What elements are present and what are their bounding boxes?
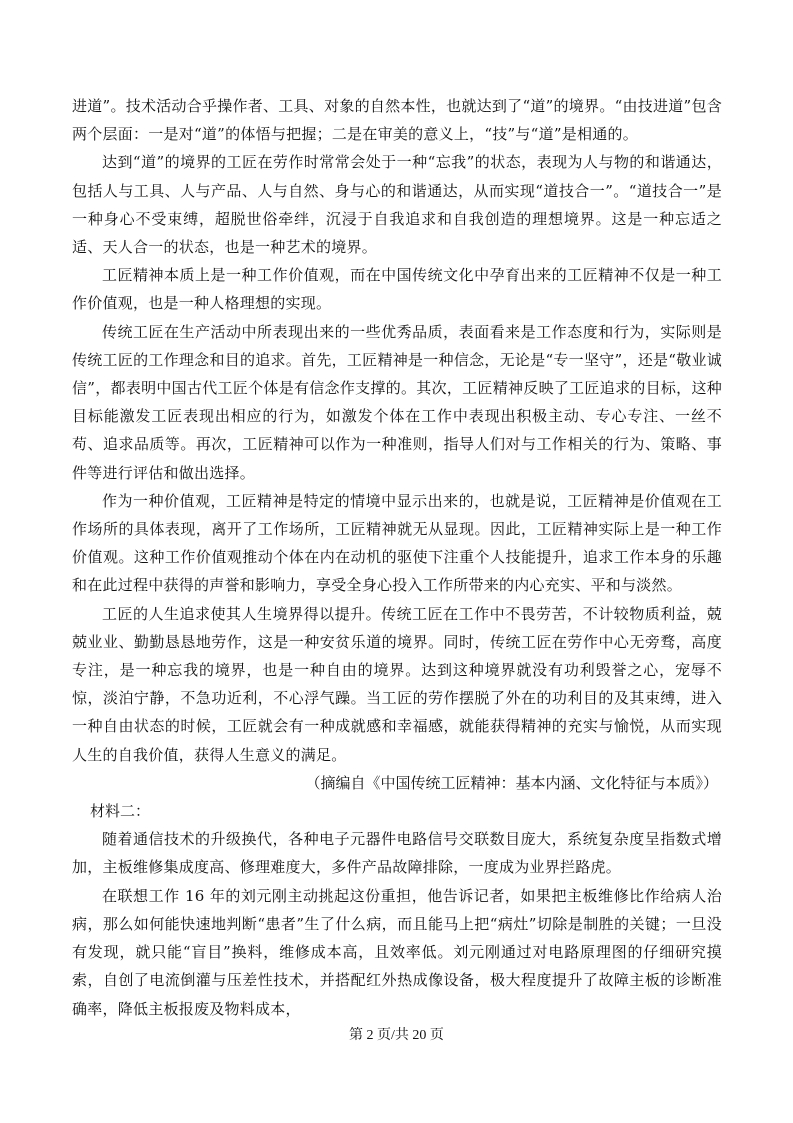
paragraph-life-pursuit: 工匠的人生追求使其人生境界得以提升。传统工匠在工作中不畏劳苦，不计较物质利益，兢兢业业、勤勤恳恳地劳作，这是一种安贫乐道的境界。同时，传统工匠在劳作中心无旁骛，高度专注，是一种忘我的境界，也是一种自由的境界。达到这种境界就没有功利毁誉之心，宠辱不惊，淡泊宁静，不急功近利，不心浮气躁。当工匠的劳作摆脱了外在的功利目的及其束缚，进入一种自由状态的时候，工匠就会有一种成就感和幸福感，就能获得精神的充实与愉悦，从而实现人生的自我价值，获得人生意义的满足。 (72, 604, 722, 764)
paragraph-tech-upgrade: 随着通信技术的升级换代，各种电子元器件电路信号交联数目庞大，系统复杂度呈指数式增加，主板维修集成度高、修理难度大，多件产品故障排除，一度成为业界拦路虎。 (72, 830, 722, 877)
paragraph-liu-yuangang: 在联想工作 16 年的刘元刚主动挑起这份重担，他告诉记者，如果把主板维修比作给病人治病，那么如何能快速地判断“患者”生了什么病，而且能马上把“病灶”切除是制胜的关键；一旦没有发现，就只能“盲目”换料，维修成本高，且效率低。刘元刚通过对电路原理图的仔细研究摸索，自创了电流倒灌与压差性技术，并搭配红外热成像设备，极大程度提升了故障主板的诊断准确率，降低主板报废及物料成本， (72, 886, 722, 1018)
paragraph-dao-state: 达到“道”的境界的工匠在劳作时常常会处于一种“忘我”的状态，表现为人与物的和谐通达，包括人与工具、人与产品、人与自然、身与心的和谐通达，从而实现“道技合一”。“道技合一”是一种身心不受束缚，超脱世俗牵绊，沉浸于自我追求和自我创造的理想境界。这是一种忘适之适、天人合一的状态，也是一种艺术的境界。 (72, 153, 722, 257)
document-body (72, 92, 722, 1023)
page-footer: 第 2 页/共 20 页 (349, 1028, 444, 1043)
paragraph-continued: 进道”。技术活动合乎操作者、工具、对象的自然本性，也就达到了“道”的境界。“由技进道”包含两个层面：一是对“道”的体悟与把握；二是在审美的意义上，“技”与“道”是相通的。 (72, 97, 722, 144)
material-heading: 材料二： (90, 802, 151, 821)
paragraph-qualities: 传统工匠在生产活动中所表现出来的一些优秀品质，表面看来是工作态度和行为，实际则是传统工匠的工作理念和目的追求。首先，工匠精神是一种信念，无论是“专一坚守”，还是“敬业诚信”，都表明中国古代工匠个体是有信念作支撑的。其次，工匠精神反映了工匠追求的目标，这种目标能激发工匠表现出相应的行为，如激发个体在工作中表现出积极主动、专心专注、一丝不苟、追求品质等。再次，工匠精神可以作为一种准则，指导人们对与工作相关的行为、策略、事件等进行评估和做出选择。 (72, 322, 722, 482)
paragraph-value-view: 作为一种价值观，工匠精神是特定的情境中显示出来的，也就是说，工匠精神是价值观在工作场所的具体表现，离开了工作场所，工匠精神就无从显现。因此，工匠精神实际上是一种工作价值观。这种工作价值观推动个体在内在动机的驱使下注重个人技能提升，追求工作本身的乐趣和在此过程中获得的声誉和影响力，享受全身心投入工作所带来的内心充实、平和与淡然。 (72, 491, 722, 595)
source-citation: （摘编自《中国传统工匠精神：基本内涵、文化特征与本质》） (305, 773, 718, 792)
paragraph-work-values: 工匠精神本质上是一种工作价值观，而在中国传统文化中孕育出来的工匠精神不仅是一种工作价值观，也是一种人格理想的实现。 (72, 266, 722, 313)
